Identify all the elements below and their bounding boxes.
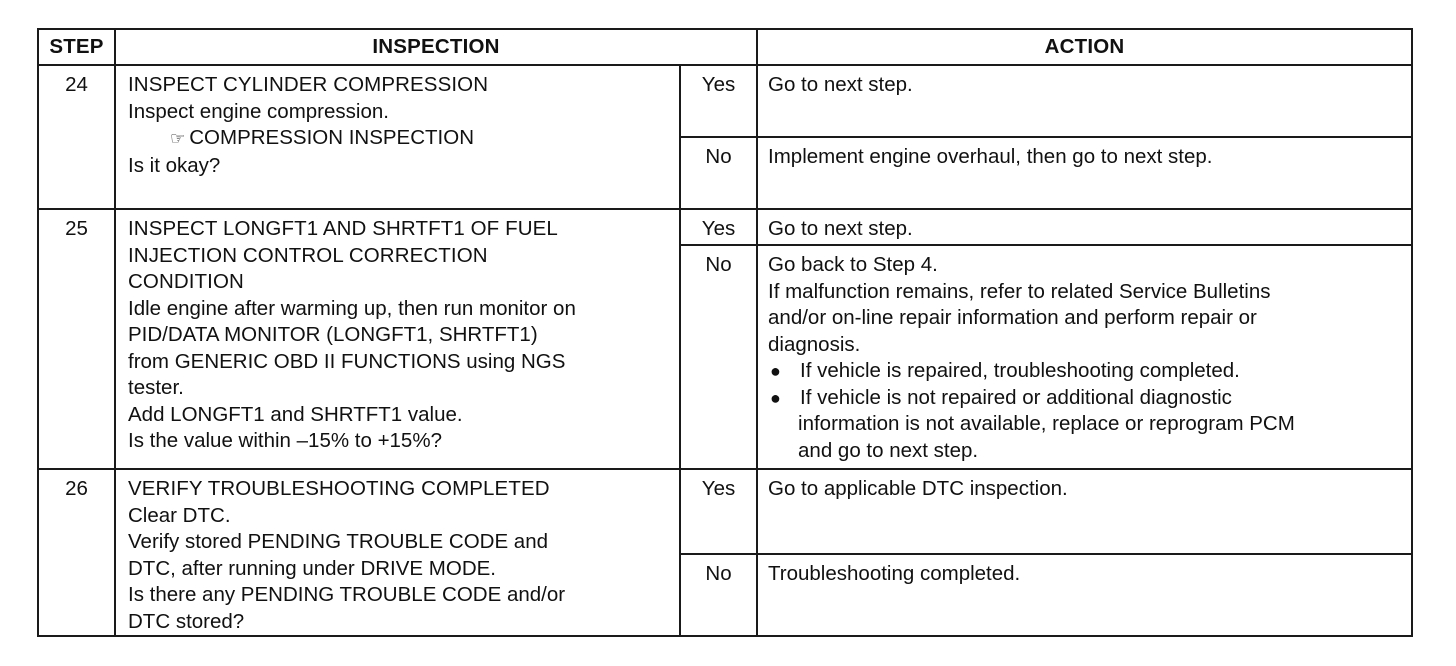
inspection-text: DTC, after running under DRIVE MODE. [128, 556, 496, 580]
yes-label: Yes [680, 65, 757, 137]
no-label: No [680, 245, 757, 469]
reference-link [128, 125, 669, 153]
table-row [38, 469, 1412, 554]
header-step: STEP [38, 29, 115, 65]
inspection-cell [115, 209, 680, 469]
no-action: Troubleshooting completed. [757, 554, 1412, 637]
no-action [757, 245, 1412, 469]
action-text: diagnosis. [768, 332, 861, 356]
no-action: Implement engine overhaul, then go to next step. [757, 137, 1412, 209]
step-number: 26 [38, 469, 115, 636]
action-text: and/or on-line repair information and perform repair or [768, 306, 1257, 329]
inspection-text: Verify stored PENDING TROUBLE CODE and [128, 530, 549, 553]
inspection-question: Is the value within –15% to +15%? [128, 429, 442, 452]
pointing-hand-icon: ☞ [170, 129, 186, 148]
bullet-text: If vehicle is repaired, troubleshooting completed. [800, 359, 1240, 382]
inspection-cell [115, 469, 680, 636]
inspection-text: Inspect engine compression. [128, 99, 389, 123]
inspection-question: Is there any PENDING TROUBLE CODE and/or [128, 583, 566, 606]
inspection-title: INSPECT CYLINDER COMPRESSION [128, 73, 489, 96]
action-text: Go back to Step 4. [768, 253, 938, 276]
inspection-text: tester. [128, 376, 184, 399]
step-number: 24 [38, 65, 115, 209]
yes-label: Yes [680, 209, 757, 245]
inspection-text: Clear DTC. [128, 503, 231, 527]
bullet-item [768, 385, 1401, 412]
bullet-item [768, 358, 1401, 385]
inspection-text: Idle engine after warming up, then run monitor on [128, 296, 576, 320]
no-label: No [680, 554, 757, 637]
bullet-text: information is not available, replace or reprogram PCM [798, 412, 1295, 435]
header-inspection: INSPECTION [115, 29, 757, 65]
action-text: If malfunction remains, refer to related Service Bulletins [768, 279, 1271, 303]
yes-action: Go to next step. [757, 209, 1412, 245]
bullet-text: If vehicle is not repaired or additional diagnostic [800, 385, 1232, 409]
yes-action: Go to next step. [757, 65, 1412, 137]
bullet-icon: ● [770, 387, 781, 408]
inspection-text: from GENERIC OBD II FUNCTIONS using NGS [128, 349, 566, 373]
table-header-row [38, 29, 1412, 65]
step-number: 25 [38, 209, 115, 469]
table-row [38, 65, 1412, 137]
bullet-text: and go to next step. [798, 438, 979, 462]
inspection-title: VERIFY TROUBLESHOOTING COMPLETED [128, 477, 550, 500]
yes-action: Go to applicable DTC inspection. [757, 469, 1412, 554]
inspection-text: Add LONGFT1 and SHRTFT1 value. [128, 402, 463, 426]
yes-label: Yes [680, 469, 757, 554]
inspection-question: Is it okay? [128, 153, 221, 177]
inspection-question: DTC stored? [128, 609, 245, 633]
inspection-title: INJECTION CONTROL CORRECTION [128, 243, 488, 267]
diagnostic-table [37, 28, 1413, 637]
bullet-icon: ● [770, 361, 781, 381]
table-row [38, 209, 1412, 245]
inspection-cell [115, 65, 680, 209]
header-action: ACTION [757, 29, 1412, 65]
reference-text: COMPRESSION INSPECTION [189, 126, 475, 149]
inspection-title: INSPECT LONGFT1 AND SHRTFT1 OF FUEL [128, 217, 558, 240]
inspection-title: CONDITION [128, 270, 244, 293]
inspection-text: PID/DATA MONITOR (LONGFT1, SHRTFT1) [128, 323, 538, 346]
no-label: No [680, 137, 757, 209]
